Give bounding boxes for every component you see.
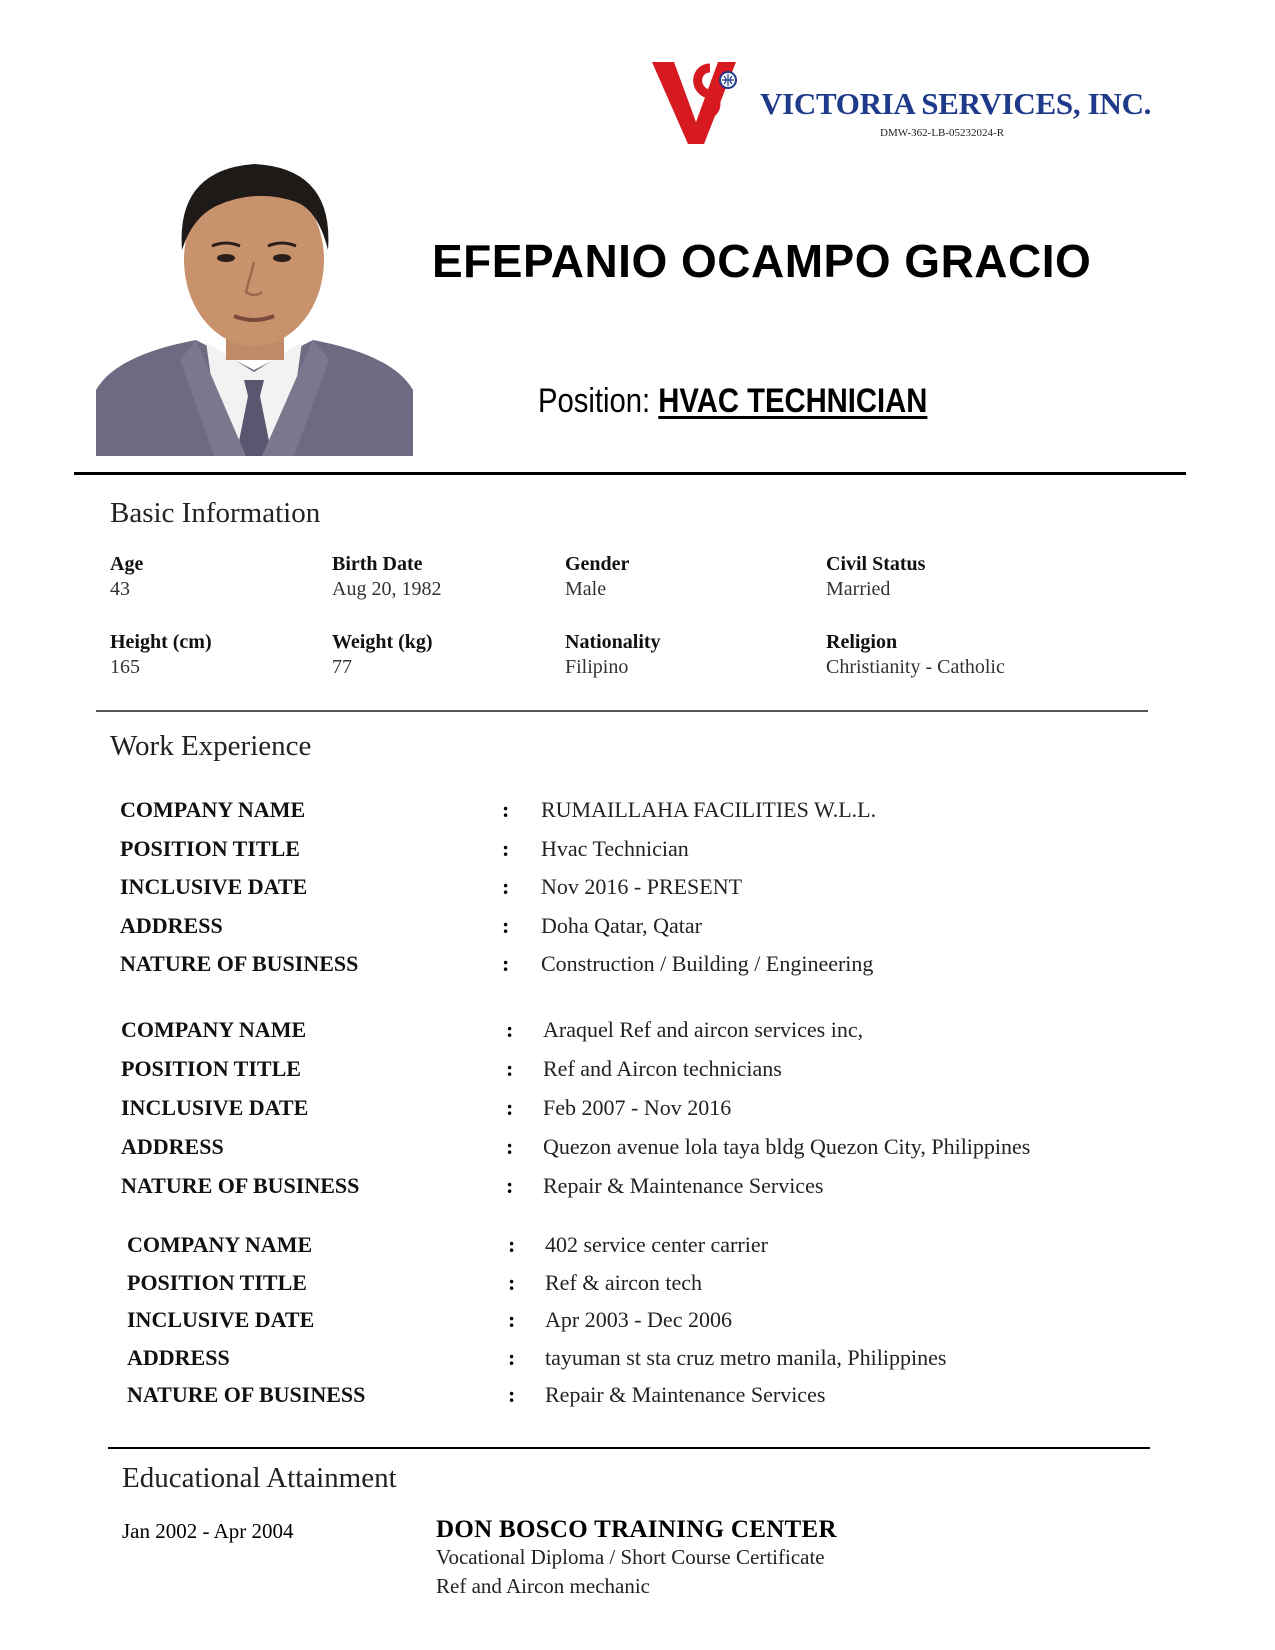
work-colon: : [506,1095,514,1120]
info-label: Height (cm) [110,631,212,653]
info-label: Weight (kg) [332,631,433,653]
applicant-position [538,382,927,421]
work-colon: : [508,1269,516,1295]
info-value: 43 [110,578,130,600]
work-row-nature-of-business [0,951,1275,981]
work-colon: : [506,1056,514,1081]
work-row-inclusive-date [0,874,1275,904]
work-colon: : [502,874,510,899]
work-label: NATURE OF BUSINESS [127,1382,366,1407]
work-colon: : [506,1173,514,1198]
work-row-nature-of-business [0,1382,1275,1412]
work-colon: : [502,951,510,976]
position-label: Position: [538,382,651,420]
info-height [110,631,212,679]
work-row-company-name [0,1232,1275,1262]
info-birth-date [332,553,441,601]
education-credential: Vocational Diploma / Short Course Certificate [436,1545,825,1569]
work-label: INCLUSIVE DATE [127,1307,315,1332]
info-label: Age [110,553,144,575]
victoria-vs-logo-icon [652,58,744,146]
info-label: Civil Status [826,553,926,575]
work-row-position-title [0,836,1275,866]
work-row-position-title [0,1270,1275,1300]
education-title: Educational Attainment [122,1462,397,1494]
work-row-address [0,1134,1275,1164]
work-label: ADDRESS [127,1344,230,1370]
work-value: tayuman st sta cruz metro manila, Philippines [545,1344,947,1370]
work-row-company-name [0,797,1275,827]
work-value: Repair & Maintenance Services [545,1382,826,1407]
work-experience-title: Work Experience [110,730,312,762]
work-row-position-title [0,1056,1275,1086]
work-label: ADDRESS [120,912,223,938]
work-colon: : [502,797,510,822]
education-school: DON BOSCO TRAINING CENTER [436,1516,837,1543]
work-colon: : [508,1232,516,1257]
work-row-inclusive-date [0,1307,1275,1337]
applicant-photo [96,140,413,456]
work-value: Construction / Building / Engineering [541,951,874,976]
work-label: COMPANY NAME [121,1017,307,1042]
work-value: Doha Qatar, Qatar [541,912,702,938]
work-value: Ref & aircon tech [545,1269,702,1295]
info-label: Gender [565,553,630,575]
work-label: POSITION TITLE [121,1056,301,1081]
work-value: Hvac Technician [541,835,689,861]
info-value: Married [826,578,891,600]
info-value: Filipino [565,656,629,678]
info-gender [565,553,629,601]
info-value: 77 [332,656,352,678]
info-value: Male [565,578,607,600]
info-label: Nationality [565,631,661,653]
work-row-address [0,1345,1275,1375]
work-colon: : [508,1307,516,1332]
work-colon: : [508,1382,516,1407]
work-colon: : [508,1344,516,1370]
work-value: Ref and Aircon technicians [543,1056,782,1081]
work-colon: : [502,912,510,938]
basic-info-divider [96,710,1148,712]
company-license-code: DMW-362-LB-05232024-R [880,127,1005,139]
info-weight [332,631,433,679]
work-value: Feb 2007 - Nov 2016 [543,1095,732,1120]
info-religion [826,631,1005,679]
info-label: Birth Date [332,553,423,575]
education-date: Jan 2002 - Apr 2004 [122,1519,294,1543]
info-value: Christianity - Catholic [826,656,1005,678]
work-label: POSITION TITLE [127,1269,307,1295]
work-row-address [0,913,1275,943]
company-name: VICTORIA SERVICES, INC. [760,86,1152,121]
work-label: COMPANY NAME [127,1232,313,1257]
basic-info-title: Basic Information [110,497,321,529]
work-colon: : [506,1134,514,1159]
info-label: Religion [826,631,898,653]
work-row-inclusive-date [0,1095,1275,1125]
work-label: ADDRESS [121,1134,224,1159]
info-value: 165 [110,656,140,678]
education-course: Ref and Aircon mechanic [436,1574,650,1598]
work-label: POSITION TITLE [120,835,300,861]
applicant-name: EFEPANIO OCAMPO GRACIO [432,235,1092,287]
info-value: Aug 20, 1982 [332,578,442,600]
work-label: NATURE OF BUSINESS [121,1173,360,1198]
work-row-company-name [0,1017,1275,1047]
work-value: Nov 2016 - PRESENT [541,874,743,899]
work-value: Araquel Ref and aircon services inc, [543,1017,864,1042]
work-value: Quezon avenue lola taya bldg Quezon City, Philippines [543,1134,1031,1159]
work-label: INCLUSIVE DATE [120,874,308,899]
work-divider [108,1447,1150,1449]
position-value: HVAC TECHNICIAN [658,382,928,420]
work-value: 402 service center carrier [545,1232,768,1257]
work-value: Apr 2003 - Dec 2006 [545,1307,732,1332]
company-logo [652,58,1152,150]
info-civil-status [826,553,925,601]
work-colon: : [502,835,510,861]
work-label: COMPANY NAME [120,797,306,822]
work-value: RUMAILLAHA FACILITIES W.L.L. [541,797,877,822]
work-value: Repair & Maintenance Services [543,1173,824,1198]
header-divider [74,472,1186,475]
info-age [110,553,143,601]
work-label: NATURE OF BUSINESS [120,951,359,976]
work-colon: : [506,1017,514,1042]
work-label: INCLUSIVE DATE [121,1095,309,1120]
work-row-nature-of-business [0,1173,1275,1203]
info-nationality [565,631,661,679]
